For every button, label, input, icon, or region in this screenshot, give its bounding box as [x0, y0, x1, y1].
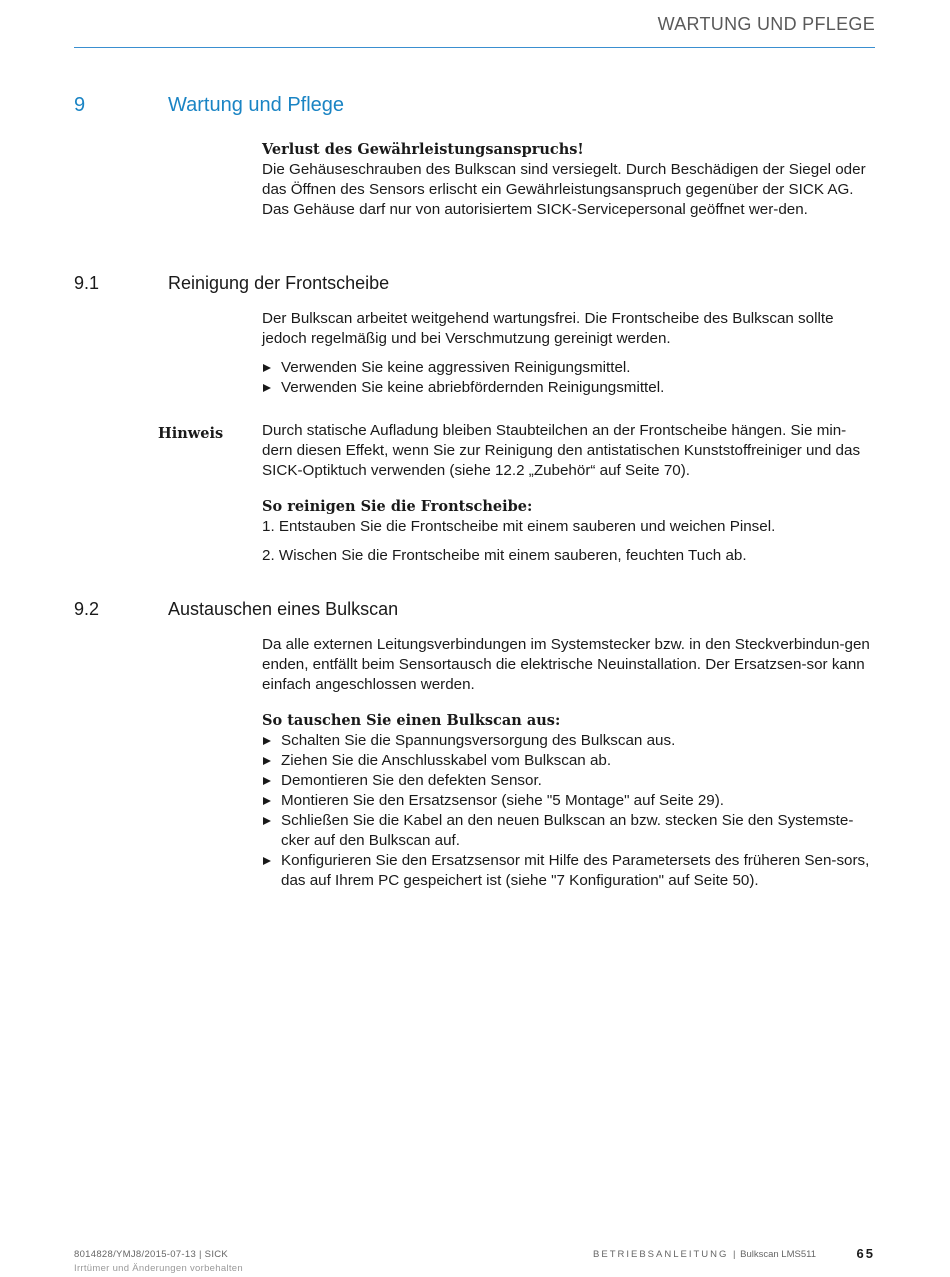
- list-item-text: Schließen Sie die Kabel an den neuen Bulkscan an bzw. stecken Sie den Systemste-cker auf den Bulkscan auf.: [281, 812, 854, 849]
- section-9-2-bullet-list: [262, 731, 874, 891]
- list-item: [262, 358, 874, 378]
- list-item: [262, 851, 874, 891]
- section-9-1-number: 9.1: [74, 273, 100, 293]
- note-label: Hinweis: [158, 425, 224, 442]
- list-item-text: Ziehen Sie die Anschlusskabel vom Bulkscan ab.: [281, 752, 612, 769]
- bullet-triangle-icon: [263, 364, 271, 372]
- footer-left: [74, 1248, 243, 1276]
- section-9-1-bullet-list: [262, 358, 874, 398]
- header-rule: [74, 47, 875, 48]
- list-item: [262, 811, 874, 851]
- list-item: [262, 791, 874, 811]
- chapter-title: Wartung und Pflege: [168, 94, 345, 116]
- section-9-1-intro-block: [262, 309, 874, 398]
- section-9-2-steps-block: [262, 711, 874, 891]
- list-item: [262, 751, 874, 771]
- warning-title: Verlust des Gewährleistungsanspruchs!: [262, 141, 584, 158]
- bullet-triangle-icon: [263, 384, 271, 392]
- list-item: [262, 378, 874, 398]
- warning-text: Die Gehäuseschrauben des Bulkscan sind versiegelt. Durch Beschädigen der Siegel oder das Öffnen des Sensors erlischt ein Gewährleistungsanspruch gegenüber der SICK AG. Das Gehäuse darf nur von autorisiertem SICK-Servicepersonal geöffnet wer-den.: [262, 161, 866, 218]
- list-item: [262, 771, 874, 791]
- list-item-text: Verwenden Sie keine aggressiven Reinigungsmittel.: [281, 359, 631, 376]
- bullet-triangle-icon: [263, 737, 271, 745]
- note-block: [262, 421, 874, 481]
- running-header-title: WARTUNG UND PFLEGE: [657, 14, 875, 34]
- section-9-2-title: Austauschen eines Bulkscan: [168, 599, 399, 619]
- footer-doc-id: 8014828/YMJ8/2015-07-13 | SICK: [74, 1249, 229, 1260]
- bullet-triangle-icon: [263, 817, 271, 825]
- note-text: Durch statische Aufladung bleiben Staubteilchen an der Frontscheibe hängen. Sie min-dern diesen Effekt, wenn Sie zur Reinigung den antistatischen Kunststoffreiniger und das SICK-Optiktuch verwenden (siehe 12.2 „Zubehör“ auf Seite 70).: [262, 422, 861, 479]
- list-item: [262, 731, 874, 751]
- bullet-triangle-icon: [263, 777, 271, 785]
- bullet-triangle-icon: [263, 857, 271, 865]
- section-9-1-steps-title: So reinigen Sie die Frontscheibe:: [262, 498, 533, 515]
- warning-block: [262, 140, 874, 220]
- page-number: 65: [856, 1246, 875, 1261]
- step-item: 2. Wischen Sie die Frontscheibe mit einem sauberen, feuchten Tuch ab.: [262, 547, 747, 564]
- bullet-triangle-icon: [263, 797, 271, 805]
- section-9-2-intro-block: [262, 635, 874, 695]
- section-9-1-intro: Der Bulkscan arbeitet weitgehend wartungsfrei. Die Frontscheibe des Bulkscan sollte jedoch regelmäßig und bei Verschmutzung gereinigt werden.: [262, 310, 834, 347]
- footer-doc-type: BETRIEBSANLEITUNG |: [593, 1249, 738, 1260]
- section-9-2-intro: Da alle externen Leitungsverbindungen im Systemstecker bzw. in den Steckverbindun-gen enden, entfällt beim Sensortausch die elektrische Neuinstallation. Der Ersatzsen-sor kann einfach angeschlossen werden.: [262, 636, 870, 693]
- section-9-2-steps-title: So tauschen Sie einen Bulkscan aus:: [262, 712, 561, 729]
- list-item-text: Demontieren Sie den defekten Sensor.: [281, 772, 542, 789]
- section-9-1-title: Reinigung der Frontscheibe: [168, 273, 390, 293]
- bullet-triangle-icon: [263, 757, 271, 765]
- list-item-text: Verwenden Sie keine abriebfördernden Reinigungsmittel.: [281, 379, 665, 396]
- chapter-number: 9: [74, 94, 86, 116]
- footer-disclaimer: Irrtümer und Änderungen vorbehalten: [74, 1263, 243, 1274]
- list-item-text: Schalten Sie die Spannungsversorgung des Bulkscan aus.: [281, 732, 676, 749]
- footer-right: [593, 1248, 816, 1262]
- section-9-2-number: 9.2: [74, 599, 100, 619]
- footer-product: Bulkscan LMS511: [740, 1249, 816, 1260]
- section-9-1-steps-block: [262, 497, 874, 566]
- list-item-text: Konfigurieren Sie den Ersatzsensor mit Hilfe des Parametersets des früheren Sen-sors, das auf Ihrem PC gespeichert ist (siehe "7 Konfiguration" auf Seite 50).: [281, 852, 870, 889]
- list-item-text: Montieren Sie den Ersatzsensor (siehe "5 Montage" auf Seite 29).: [281, 792, 725, 809]
- step-item: 1. Entstauben Sie die Frontscheibe mit einem sauberen und weichen Pinsel.: [262, 518, 776, 535]
